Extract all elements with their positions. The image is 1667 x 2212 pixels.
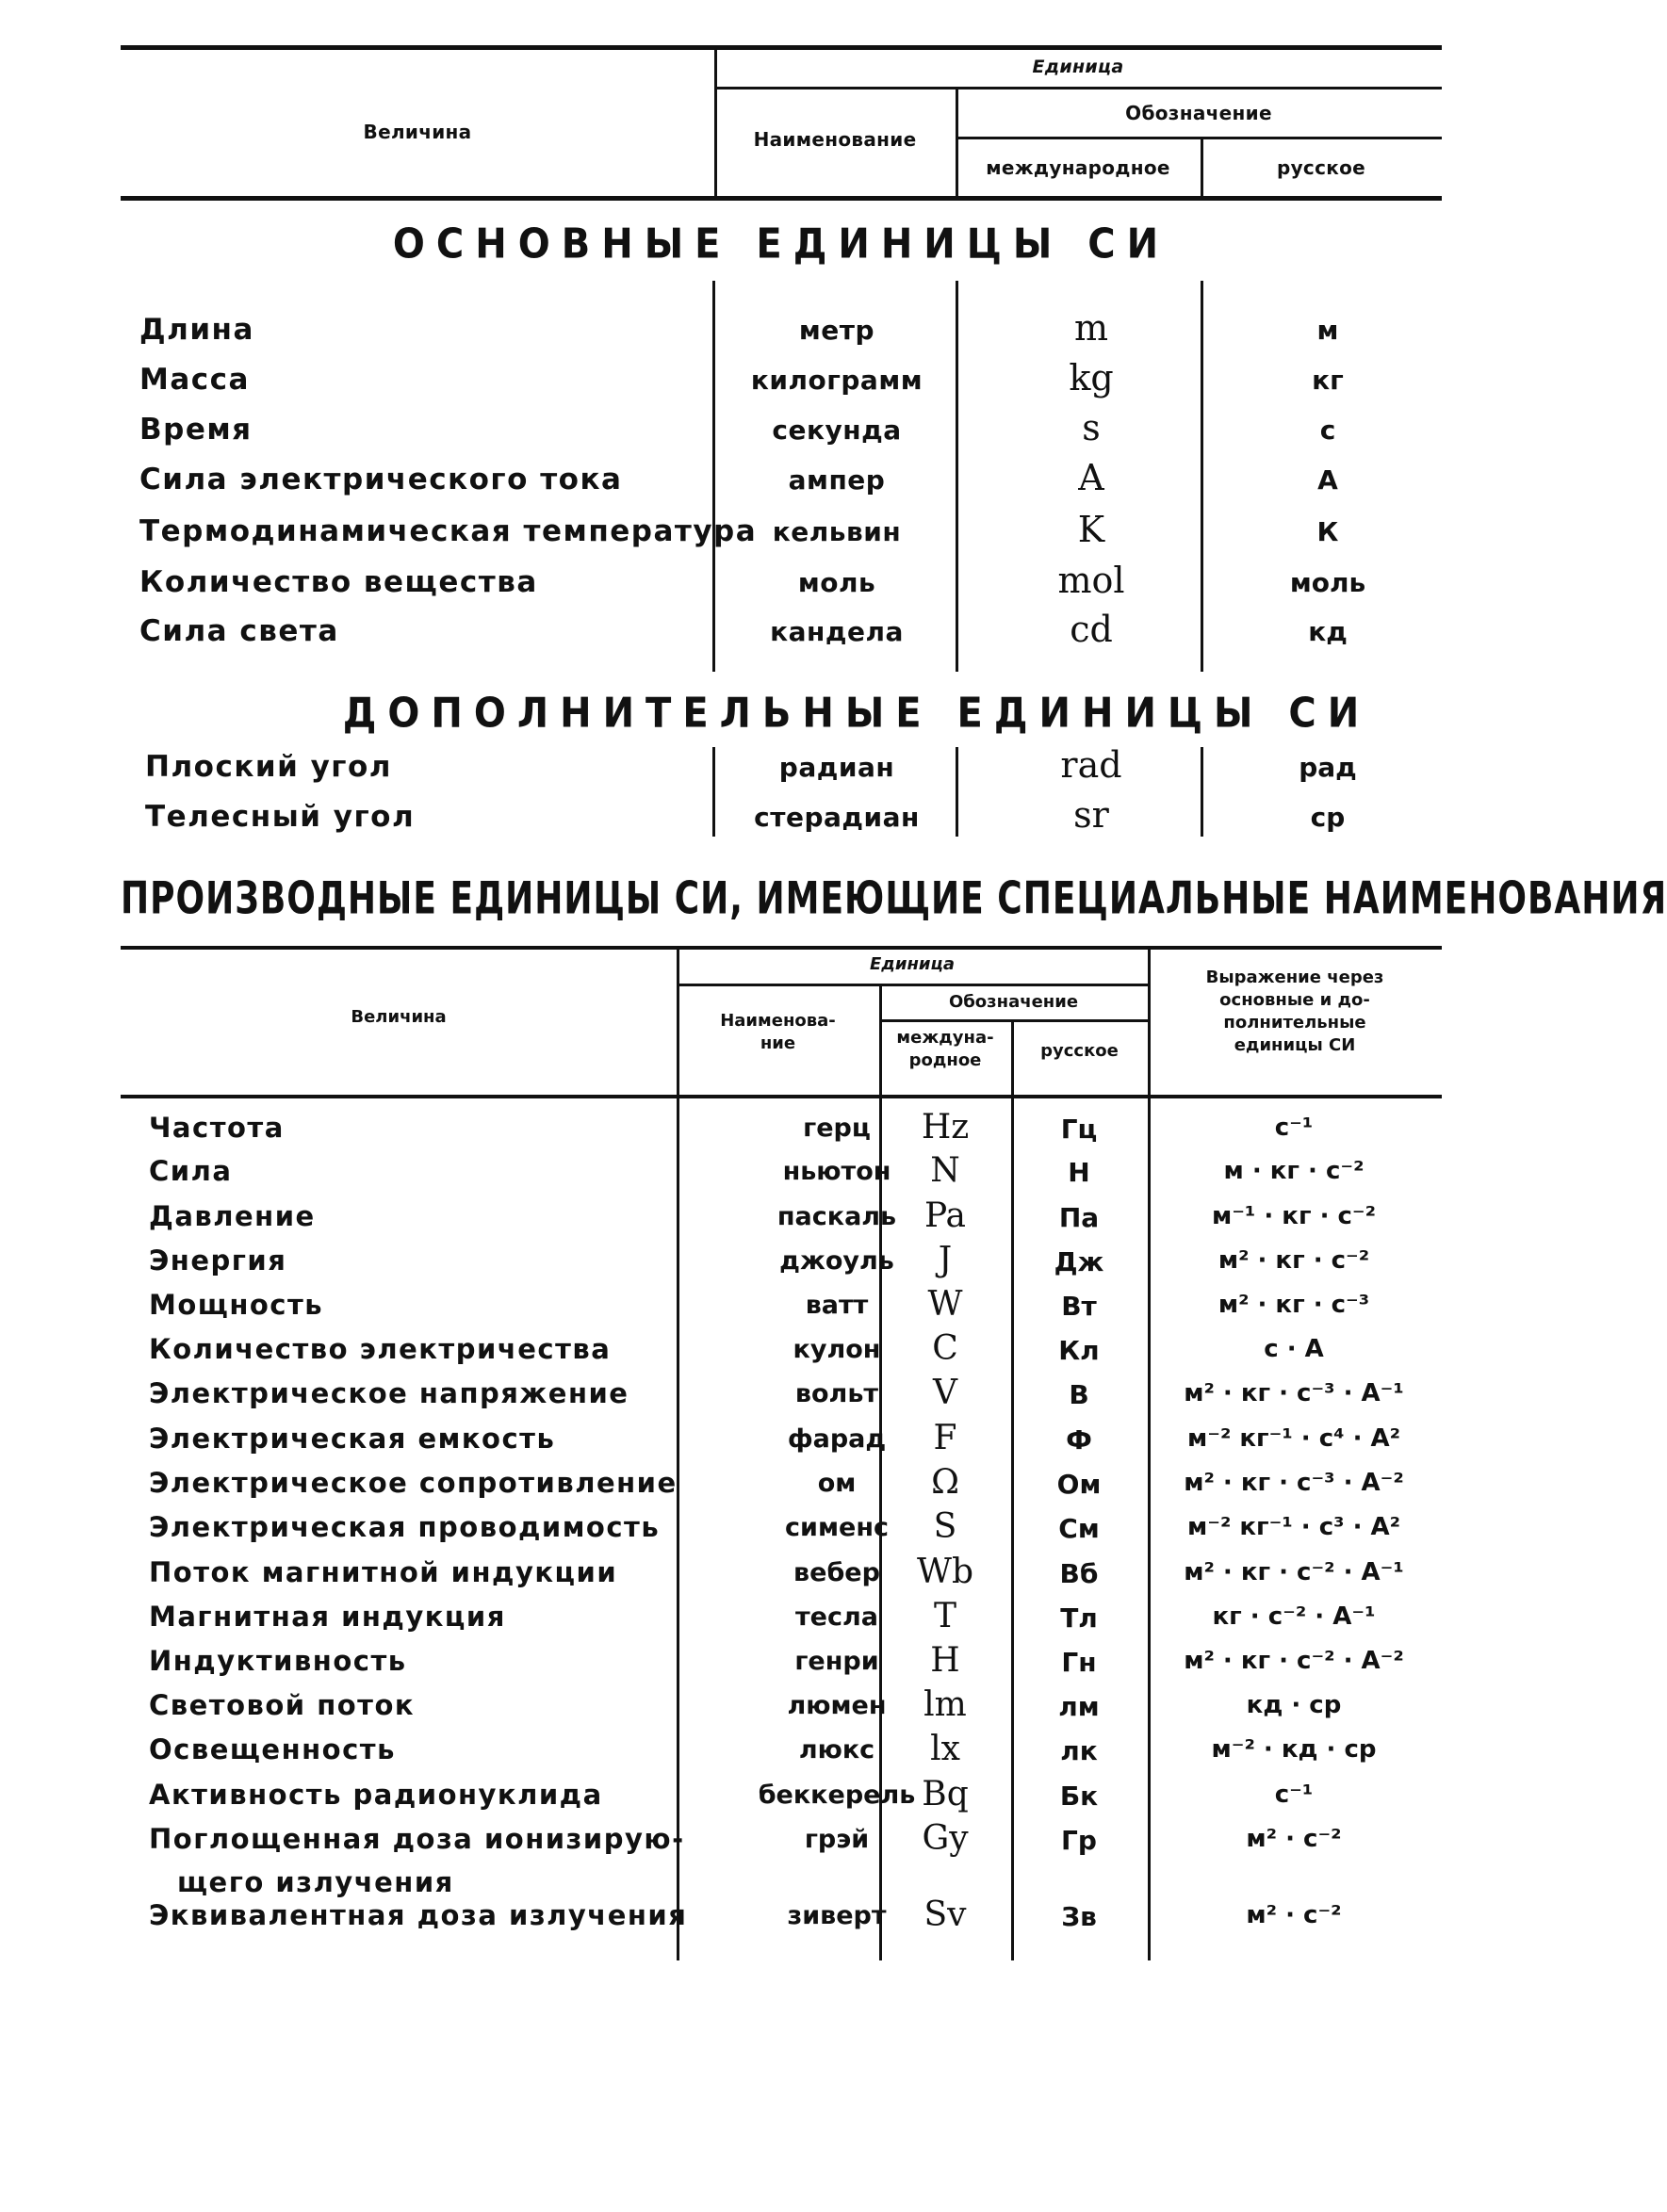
unit-name: люмен [787, 1691, 887, 1720]
unit-si-expression: м² · с⁻² [1246, 1825, 1342, 1853]
unit-si-expression: м² · кг · с⁻² [1218, 1246, 1370, 1275]
quantity-name: Количество электричества [149, 1333, 612, 1365]
quantity-name: Эквивалентная доза излучения [149, 1899, 688, 1931]
unit-intl-symbol: rad [1060, 744, 1122, 786]
unit-intl-symbol: A [1078, 457, 1104, 498]
unit-si-expression: с · А [1264, 1335, 1324, 1363]
base-unit-row [121, 307, 1442, 358]
unit-name: сименс [785, 1513, 889, 1542]
unit-si-expression: м · кг · с⁻² [1223, 1157, 1365, 1185]
unit-name: герц [803, 1114, 871, 1143]
unit-name: ньютон [782, 1157, 891, 1186]
quantity-name: Термодинамическая температура [139, 514, 758, 548]
derived-unit-row [121, 1685, 1442, 1730]
derived-unit-row [121, 1241, 1442, 1285]
quantity-name: Время [139, 413, 253, 447]
header-quantity: Величина [363, 121, 472, 143]
unit-intl-symbol: Gy [922, 1819, 969, 1858]
header-intl-line: междуна- [896, 1028, 994, 1048]
derived-unit-row [121, 1463, 1442, 1507]
unit-intl-symbol: cd [1070, 609, 1113, 650]
unit-name: ватт [805, 1291, 869, 1320]
unit-si-expression: м² · кг · с⁻² · А⁻¹ [1184, 1558, 1404, 1586]
unit-name: радиан [778, 752, 895, 783]
unit-name: секунда [772, 415, 902, 446]
unit-intl-symbol: lm [923, 1685, 967, 1724]
unit-name: кандела [770, 616, 904, 647]
quantity-name: Световой поток [149, 1689, 416, 1721]
base-units-title: ОСНОВНЫЕ ЕДИНИЦЫ СИ [392, 220, 1170, 268]
derived-unit-row [121, 1507, 1442, 1552]
unit-si-expression: кг · с⁻² · А⁻¹ [1212, 1602, 1376, 1631]
unit-rus-symbol: Тл [1060, 1602, 1098, 1634]
unit-name: моль [797, 567, 876, 598]
unit-name: метр [798, 315, 875, 346]
header-intl-line: родное [908, 1050, 982, 1070]
quantity-name: Поток магнитной индукции [149, 1556, 618, 1588]
unit-name: паскаль [776, 1202, 897, 1231]
header-russian: русское [1040, 1041, 1119, 1061]
header-expr-line: Выражение через [1205, 968, 1384, 987]
unit-rus-symbol: лм [1058, 1691, 1100, 1722]
unit-rus-symbol: А [1317, 464, 1338, 496]
unit-name: вольт [794, 1379, 879, 1408]
quantity-name: Энергия [149, 1244, 287, 1277]
quantity-name: Сила [149, 1155, 233, 1187]
unit-name: зиверт [787, 1901, 887, 1930]
unit-intl-symbol: S [933, 1507, 957, 1546]
derived-unit-row [121, 1641, 1442, 1685]
quantity-name: Длина [139, 313, 254, 347]
unit-rus-symbol: Гн [1061, 1647, 1097, 1678]
quantity-name: Электрическое сопротивление [149, 1467, 678, 1499]
unit-name: фарад [787, 1424, 887, 1454]
unit-rus-symbol: См [1058, 1513, 1100, 1544]
base-unit-row [121, 509, 1442, 560]
unit-name: вебер [793, 1558, 880, 1587]
quantity-name: Количество вещества [139, 565, 538, 599]
unit-name: тесла [795, 1602, 878, 1632]
unit-rus-symbol: ср [1310, 802, 1346, 833]
unit-intl-symbol: K [1077, 509, 1105, 550]
header-divider [956, 137, 1442, 139]
unit-si-expression: м⁻¹ · кг · с⁻² [1211, 1202, 1377, 1230]
unit-intl-symbol: sr [1073, 794, 1109, 836]
unit-rus-symbol: с [1319, 415, 1336, 446]
unit-si-expression: м² · кг · с⁻² · А⁻² [1184, 1647, 1404, 1675]
derived-unit-row [121, 1374, 1442, 1418]
unit-name: генри [794, 1647, 879, 1676]
base-unit-row [121, 407, 1442, 458]
derived-unit-row [121, 1196, 1442, 1241]
header-top-rule [121, 946, 1442, 950]
unit-rus-symbol: В [1069, 1379, 1089, 1410]
header-name [677, 1010, 879, 1055]
unit-intl-symbol: s [1082, 407, 1101, 448]
quantity-name-continuation: щего излучения [177, 1866, 454, 1898]
unit-intl-symbol: C [932, 1329, 958, 1368]
base-unit-row [121, 457, 1442, 508]
unit-intl-symbol: Sv [923, 1895, 967, 1934]
derived-unit-row [121, 1597, 1442, 1641]
unit-si-expression: м² · кг · с⁻³ · А⁻² [1184, 1469, 1404, 1497]
quantity-name: Поглощенная доза ионизирую- [149, 1823, 685, 1855]
quantity-name: Освещенность [149, 1733, 396, 1765]
unit-rus-symbol: Ом [1056, 1469, 1102, 1500]
unit-name: беккерель [758, 1781, 916, 1810]
unit-rus-symbol: м [1316, 315, 1339, 346]
unit-intl-symbol: lx [930, 1730, 960, 1768]
header-name-line: ние [760, 1033, 796, 1053]
unit-rus-symbol: Гц [1060, 1114, 1098, 1145]
derived-unit-row [121, 1730, 1442, 1774]
derived-unit-row [121, 1553, 1442, 1597]
unit-si-expression: м² · кг · с⁻³ · А⁻¹ [1184, 1379, 1404, 1407]
unit-rus-symbol: лк [1060, 1735, 1098, 1766]
unit-si-expression: м⁻² кг⁻¹ · с⁴ · А² [1186, 1424, 1401, 1453]
header-name: Наименование [753, 128, 917, 151]
quantity-name: Магнитная индукция [149, 1601, 506, 1633]
derived-unit-row [121, 1819, 1442, 1898]
derived-unit-row [121, 1329, 1442, 1374]
unit-name: кельвин [772, 516, 902, 547]
unit-intl-symbol: F [933, 1419, 957, 1457]
unit-rus-symbol: Вб [1059, 1558, 1099, 1589]
unit-name: килограмм [750, 365, 923, 396]
unit-si-expression: с⁻¹ [1274, 1114, 1314, 1142]
base-unit-row [121, 357, 1442, 408]
unit-name: джоуль [779, 1246, 894, 1276]
header-expr-line: основные и до- [1219, 990, 1370, 1010]
supplementary-units-title: ДОПОЛНИТЕЛЬНЫЕ ЕДИНИЦЫ СИ [342, 689, 1371, 738]
unit-si-expression: м⁻² кг⁻¹ · с³ · А² [1186, 1513, 1401, 1541]
unit-rus-symbol: Вт [1061, 1291, 1097, 1322]
unit-name: ампер [788, 464, 886, 496]
unit-intl-symbol: J [938, 1241, 953, 1279]
header-designation: Обозначение [948, 992, 1079, 1012]
unit-intl-symbol: Hz [921, 1108, 970, 1147]
derived-unit-row [121, 1151, 1442, 1195]
base-unit-row [121, 560, 1442, 610]
unit-si-expression: м⁻² · кд · ср [1211, 1735, 1377, 1764]
quantity-name: Сила света [139, 614, 339, 648]
header-top-rule [121, 45, 1442, 50]
header-expression [1148, 967, 1442, 1057]
derived-unit-row [121, 1419, 1442, 1463]
header-bottom-rule [121, 1095, 1442, 1098]
unit-rus-symbol: моль [1289, 567, 1366, 598]
header-name-line: Наименова- [720, 1011, 836, 1031]
unit-rus-symbol: К [1316, 516, 1339, 547]
unit-intl-symbol: Bq [922, 1775, 969, 1814]
unit-intl-symbol: m [1073, 307, 1109, 349]
unit-rus-symbol: Кл [1058, 1335, 1100, 1366]
derived-unit-row [121, 1775, 1442, 1819]
derived-unit-row [121, 1285, 1442, 1329]
unit-name: кулон [793, 1335, 881, 1364]
derived-unit-row [121, 1895, 1442, 1940]
quantity-name: Мощность [149, 1289, 324, 1321]
unit-name: грэй [804, 1825, 870, 1854]
quantity-name: Электрическая емкость [149, 1423, 556, 1455]
quantity-name: Частота [149, 1112, 285, 1144]
unit-rus-symbol: Н [1068, 1157, 1090, 1188]
derived-units-title: ПРОИЗВОДНЫЕ ЕДИНИЦЫ СИ, ИМЕЮЩИЕ СПЕЦИАЛЬНЫЕ НАИМЕНОВАНИЯ [121, 873, 1667, 925]
unit-name: ом [817, 1469, 857, 1498]
unit-si-expression: м² · кг · с⁻³ [1218, 1291, 1370, 1319]
unit-rus-symbol: Дж [1054, 1246, 1104, 1277]
unit-intl-symbol: W [927, 1285, 963, 1324]
unit-intl-symbol: Pa [923, 1196, 967, 1235]
unit-intl-symbol: mol [1057, 560, 1125, 601]
unit-rus-symbol: кд [1308, 616, 1348, 647]
unit-name: стерадиан [754, 802, 920, 833]
quantity-name: Активность радионуклида [149, 1779, 603, 1811]
header-russian: русское [1276, 156, 1366, 179]
base-unit-row [121, 609, 1442, 659]
unit-intl-symbol: T [933, 1597, 956, 1635]
unit-intl-symbol: Ω [931, 1463, 959, 1502]
unit-intl-symbol: Wb [916, 1553, 974, 1591]
unit-name: люкс [798, 1735, 875, 1765]
unit-intl-symbol: kg [1069, 357, 1114, 398]
unit-rus-symbol: Бк [1059, 1781, 1099, 1812]
header-expr-line: единицы СИ [1234, 1035, 1356, 1055]
quantity-name: Плоский угол [145, 750, 393, 784]
derived-unit-row [121, 1108, 1442, 1152]
unit-si-expression: м² · с⁻² [1246, 1901, 1342, 1929]
header-international [879, 1027, 1011, 1072]
unit-rus-symbol: кг [1312, 365, 1344, 396]
unit-intl-symbol: H [930, 1641, 960, 1680]
supplementary-unit-row [121, 794, 1442, 845]
quantity-name: Индуктивность [149, 1645, 407, 1677]
quantity-name: Электрическая проводимость [149, 1511, 661, 1543]
header-divider [714, 87, 1442, 89]
header-unit: Единица [1032, 57, 1124, 77]
quantity-name: Сила электрического тока [139, 463, 623, 496]
quantity-name: Масса [139, 363, 250, 397]
unit-si-expression: с⁻¹ [1274, 1781, 1314, 1809]
quantity-name: Давление [149, 1200, 316, 1232]
header-bottom-rule [121, 196, 1442, 201]
header-divider [677, 984, 1148, 986]
unit-rus-symbol: Гр [1061, 1825, 1097, 1856]
quantity-name: Электрическое напряжение [149, 1377, 629, 1409]
unit-rus-symbol: Па [1058, 1202, 1100, 1233]
header-quantity: Величина [351, 1007, 447, 1027]
supplementary-unit-row [121, 744, 1442, 795]
unit-rus-symbol: Ф [1066, 1424, 1092, 1456]
unit-rus-symbol: рад [1299, 752, 1357, 783]
quantity-name: Телесный угол [145, 800, 416, 834]
header-unit: Единица [870, 954, 955, 974]
header-designation: Обозначение [1125, 102, 1272, 124]
unit-rus-symbol: Зв [1061, 1901, 1097, 1932]
header-expr-line: полнительные [1223, 1013, 1366, 1033]
unit-intl-symbol: V [933, 1374, 957, 1412]
header-international: международное [986, 156, 1170, 179]
unit-si-expression: кд · ср [1246, 1691, 1342, 1719]
unit-intl-symbol: N [930, 1151, 960, 1190]
